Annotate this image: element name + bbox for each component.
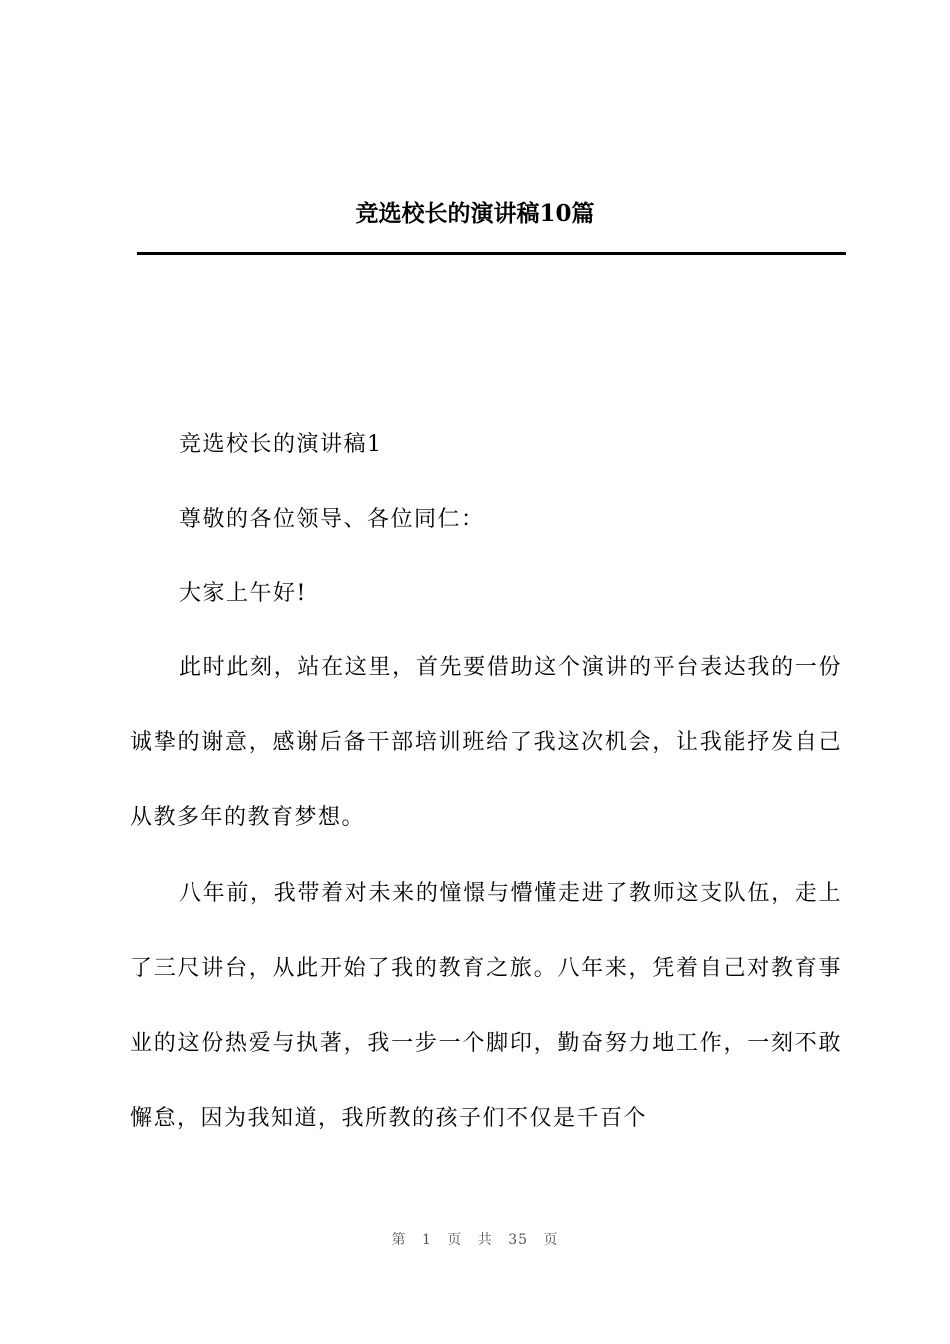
title-underline: [137, 252, 846, 255]
page-number-footer: 第 1 页 共 35 页: [391, 1232, 559, 1248]
greeting: 大家上午好!: [179, 581, 307, 606]
paragraph: 八年前，我带着对未来的憧憬与懵懂走进了教师这支队伍，走上了三尺讲台，从此开始了我的教育之旅。八年来，凭着自己对教育事业的这份热爱与执著，我一步一个脚印，勤奋努力地工作，一刻不敢懈怠，因为我知道，我所教的孩子们不仅是千百个: [130, 881, 842, 1131]
section-heading: 竞选校长的演讲稿1: [179, 432, 383, 457]
salutation: 尊敬的各位领导、各位同仁：: [179, 507, 485, 532]
paragraph: 此时此刻，站在这里，首先要借助这个演讲的平台表达我的一份诚挚的谢意，感谢后备干部培训班给了我这次机会，让我能抒发自己从教多年的教育梦想。: [130, 655, 842, 830]
document-title: 竞选校长的演讲稿10篇: [355, 200, 595, 227]
